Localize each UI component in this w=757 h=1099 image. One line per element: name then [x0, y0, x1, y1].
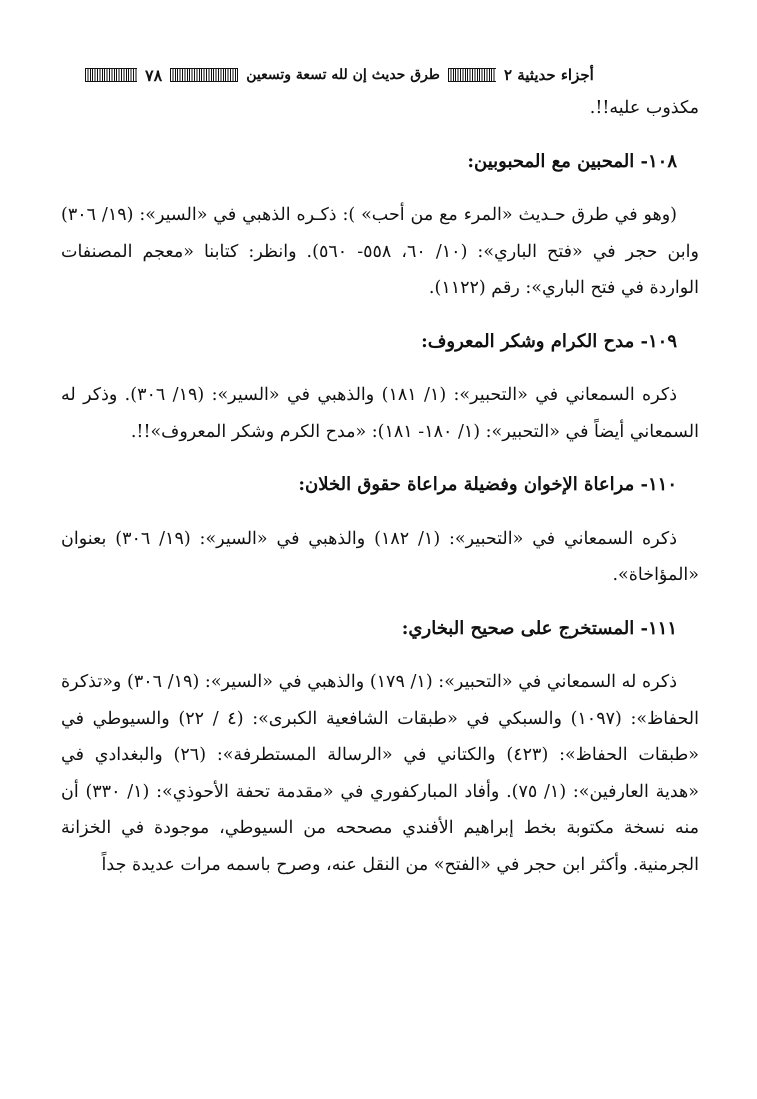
entry-109-heading: ١٠٩- مدح الكرام وشكر المعروف:	[421, 330, 677, 352]
entry-111-heading: ١١١- المستخرج على صحيح البخاري:	[401, 617, 677, 639]
header-ornament-middle-right	[448, 68, 496, 82]
intro-line: مكذوب عليه!!.	[589, 98, 699, 118]
header-ornament-left	[85, 68, 137, 82]
chapter-subtitle: طرق حديث إن لله تسعة وتسعين	[246, 67, 440, 83]
page-number: ٧٨	[145, 65, 163, 85]
entry-111-text: ذكره له السمعاني في «التحبير»: (١/ ١٧٩) والذهبي في «السير»: (١٩/ ٣٠٦) و«تذكرة الحفاظ»: (١٠٩٧) والسبكي في «طبقات الشافعية الكبرى»: (٤ / ٢٢) والسيوطي في «طبقات الحفاظ»: (٤٢٣) والكتاني في «الرسالة المستطرفة»: (٢٦) والبغدادي في «هدية العارفين»: (١/ ٧٥). وأفاد المباركفوري في «مقدمة تحفة الأحوذي»: (١/ ٣٣٠) أن منه نسخة مكتوبة بخط إبراهيم الأفندي مصححه من السيوطي، موجودة في الخزانة الجرمنية. وأكثر ابن حجر في «الفتح» من النقل عنه، وصرح باسمه مرات عديدة جداً	[61, 672, 699, 875]
entry-110-text: ذكره السمعاني في «التحبير»: (١/ ١٨٢) والذهبي في «السير»: (١٩/ ٣٠٦) بعنوان «المؤاخاة».	[61, 528, 699, 585]
header-ornament-middle-left	[170, 68, 238, 82]
entry-108-text: (وهو في طرق حـديث «المرء مع من أحب» ): ذكـره الذهبي في «السير»: (١٩/ ٣٠٦) وابن حجر في «فتح الباري»: (١٠/ ٦٠، ٥٥٨- ٥٦٠). وانظر: كتابنا «معجم المصنفات الواردة في فتح الباري»: رقم (١١٢٢).	[61, 205, 699, 298]
running-header	[85, 58, 685, 92]
book-title: أجزاء حديثية ٢	[503, 66, 594, 84]
page-body	[61, 90, 699, 883]
entry-108-heading: ١٠٨- المحبين مع المحبوبين:	[467, 150, 677, 172]
entry-109-text: ذكره السمعاني في «التحبير»: (١/ ١٨١) والذهبي في «السير»: (١٩/ ٣٠٦). وذكر له السمعاني أيضاً في «التحبير»: (١/ ١٨٠- ١٨١): «مدح الكرم وشكر المعروف»!!.	[61, 385, 699, 442]
entry-110-heading: ١١٠- مراعاة الإخوان وفضيلة مراعاة حقوق الخلان:	[298, 474, 677, 495]
